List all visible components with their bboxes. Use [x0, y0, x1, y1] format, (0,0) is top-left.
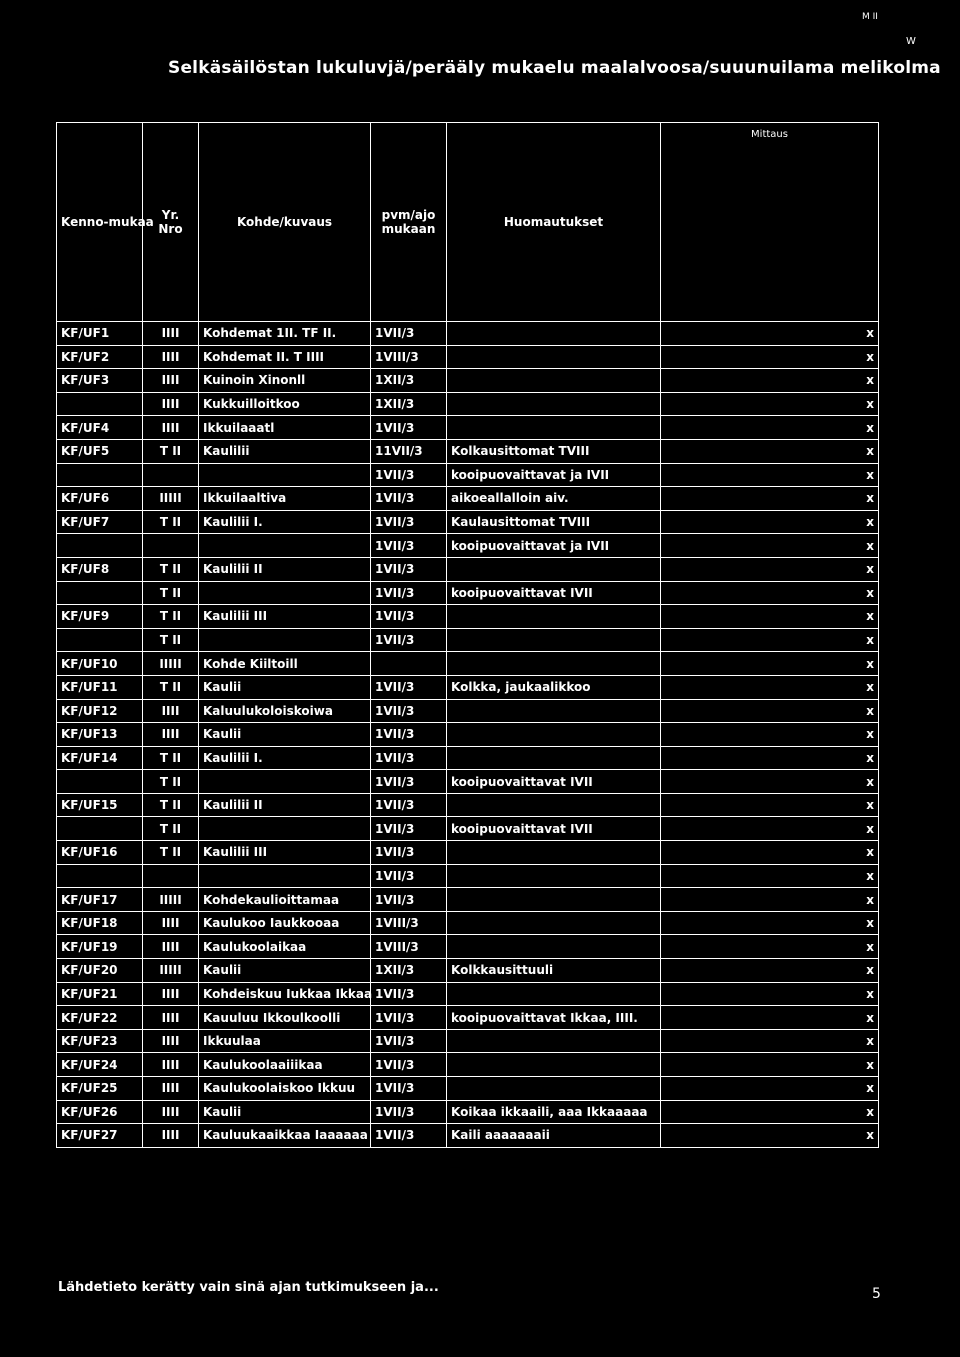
cell-mark: x	[661, 628, 879, 652]
cell-mark: x	[661, 675, 879, 699]
cell-code: KF/UF15	[57, 793, 143, 817]
cell-date: 1VII/3	[371, 723, 447, 747]
cell-code	[57, 534, 143, 558]
table-row	[57, 416, 879, 440]
cell-code: KF/UF11	[57, 675, 143, 699]
header-no-top: Yr.	[161, 208, 180, 222]
table-row	[57, 510, 879, 534]
cell-mark: x	[661, 888, 879, 912]
cell-name: Kaulilii III	[199, 605, 371, 629]
cell-date: 1VII/3	[371, 770, 447, 794]
cell-date: 1VII/3	[371, 699, 447, 723]
cell-note	[447, 888, 661, 912]
table-row	[57, 911, 879, 935]
cell-date: 1VIII/3	[371, 345, 447, 369]
cell-no: IIII	[143, 982, 199, 1006]
table-row	[57, 864, 879, 888]
table-row	[57, 959, 879, 983]
cell-mark: x	[661, 982, 879, 1006]
cell-note: aikoeallalloin aiv.	[447, 487, 661, 511]
cell-code: KF/UF8	[57, 557, 143, 581]
page-number: 5	[872, 1286, 881, 1302]
table-row	[57, 392, 879, 416]
cell-code: KF/UF17	[57, 888, 143, 912]
cell-name: Kaulilii III	[199, 841, 371, 865]
cell-code: KF/UF22	[57, 1006, 143, 1030]
cell-note	[447, 416, 661, 440]
header-date	[371, 123, 447, 322]
cell-mark: x	[661, 392, 879, 416]
cell-mark: x	[661, 416, 879, 440]
cell-date: 1VII/3	[371, 841, 447, 865]
cell-date: 1VII/3	[371, 628, 447, 652]
cell-date: 1VIII/3	[371, 911, 447, 935]
cell-name: Kaulii	[199, 1100, 371, 1124]
cell-note: kooipuovaittavat IVII	[447, 581, 661, 605]
cell-mark: x	[661, 510, 879, 534]
cell-name: Kohdekaulioittamaa	[199, 888, 371, 912]
cell-note: Kaulausittomat TVIII	[447, 510, 661, 534]
cell-name: Kaulukoolaaiiikaa	[199, 1053, 371, 1077]
cell-code: KF/UF5	[57, 439, 143, 463]
corner-label: M II	[862, 12, 878, 22]
cell-note	[447, 911, 661, 935]
cell-note: Koikaa ikkaaili, aaa Ikkaaaaa	[447, 1100, 661, 1124]
cell-no: T II	[143, 439, 199, 463]
table-row	[57, 557, 879, 581]
table-row	[57, 841, 879, 865]
cell-code: KF/UF7	[57, 510, 143, 534]
cell-date: 1VII/3	[371, 982, 447, 1006]
cell-date: 1VII/3	[371, 1006, 447, 1030]
cell-name: Kuinoin Xinonll	[199, 369, 371, 393]
cell-name: Kukkuilloitkoo	[199, 392, 371, 416]
cell-note: kooipuovaittavat ja IVII	[447, 463, 661, 487]
table-row	[57, 605, 879, 629]
cell-date: 1VII/3	[371, 1029, 447, 1053]
cell-no: IIII	[143, 322, 199, 346]
cell-note	[447, 1077, 661, 1101]
table-row	[57, 1124, 879, 1148]
table-row	[57, 817, 879, 841]
table-row	[57, 1077, 879, 1101]
cell-date: 1VII/3	[371, 675, 447, 699]
cell-no: T II	[143, 770, 199, 794]
cell-name: Kaulii	[199, 959, 371, 983]
cell-note	[447, 1053, 661, 1077]
table-row	[57, 534, 879, 558]
cell-code	[57, 770, 143, 794]
cell-no: IIII	[143, 1077, 199, 1101]
cell-mark: x	[661, 369, 879, 393]
cell-name	[199, 581, 371, 605]
cell-name: Kohdemat 1II. TF II.	[199, 322, 371, 346]
cell-no: T II	[143, 746, 199, 770]
cell-mark: x	[661, 723, 879, 747]
cell-mark: x	[661, 652, 879, 676]
cell-date: 1VII/3	[371, 1124, 447, 1148]
cell-name: Kaulilii II	[199, 557, 371, 581]
cell-no: IIII	[143, 392, 199, 416]
cell-code: KF/UF9	[57, 605, 143, 629]
cell-note	[447, 652, 661, 676]
cell-name: Kaulii	[199, 723, 371, 747]
cell-mark: x	[661, 581, 879, 605]
cell-no: IIIII	[143, 652, 199, 676]
cell-date: 1VII/3	[371, 1100, 447, 1124]
cell-note	[447, 369, 661, 393]
cell-name: Kauuluu Ikkoulkoolli	[199, 1006, 371, 1030]
header-note: Huomautukset	[447, 123, 661, 322]
cell-mark: x	[661, 1029, 879, 1053]
cell-code: KF/UF4	[57, 416, 143, 440]
cell-mark: x	[661, 1077, 879, 1101]
cell-mark: x	[661, 1006, 879, 1030]
cell-code	[57, 463, 143, 487]
header-group: Mittaus	[661, 123, 879, 322]
cell-mark: x	[661, 1124, 879, 1148]
cell-code: KF/UF25	[57, 1077, 143, 1101]
cell-no: T II	[143, 793, 199, 817]
table-row	[57, 1029, 879, 1053]
cell-note	[447, 345, 661, 369]
cell-note	[447, 392, 661, 416]
cell-date: 1VII/3	[371, 1053, 447, 1077]
cell-note	[447, 841, 661, 865]
cell-name: Kaulilii I.	[199, 746, 371, 770]
cell-no: IIII	[143, 345, 199, 369]
cell-code: KF/UF21	[57, 982, 143, 1006]
table-row	[57, 369, 879, 393]
table-row	[57, 1100, 879, 1124]
cell-code: KF/UF3	[57, 369, 143, 393]
cell-mark: x	[661, 463, 879, 487]
cell-code: KF/UF27	[57, 1124, 143, 1148]
cell-date: 1XII/3	[371, 959, 447, 983]
table-row	[57, 770, 879, 794]
cell-date: 1VII/3	[371, 416, 447, 440]
cell-code: KF/UF16	[57, 841, 143, 865]
cell-no: IIII	[143, 723, 199, 747]
cell-note	[447, 1029, 661, 1053]
cell-name: Kaulilii	[199, 439, 371, 463]
cell-code: KF/UF24	[57, 1053, 143, 1077]
cell-name	[199, 628, 371, 652]
table-row	[57, 675, 879, 699]
cell-no: IIII	[143, 1100, 199, 1124]
cell-code: KF/UF14	[57, 746, 143, 770]
cell-mark: x	[661, 345, 879, 369]
cell-date: 1VII/3	[371, 746, 447, 770]
cell-name: Kaulukoo Iaukkooaa	[199, 911, 371, 935]
cell-name: Ikkuilaaatl	[199, 416, 371, 440]
cell-mark: x	[661, 935, 879, 959]
cell-mark: x	[661, 793, 879, 817]
cell-name: Kaulilii I.	[199, 510, 371, 534]
table-row	[57, 1053, 879, 1077]
cell-mark: x	[661, 959, 879, 983]
header-date-top: pvm/ajo	[381, 208, 436, 222]
table-row	[57, 723, 879, 747]
cell-code	[57, 392, 143, 416]
table-row	[57, 652, 879, 676]
corner-mark: W	[906, 36, 916, 47]
cell-code	[57, 864, 143, 888]
cell-date: 1VII/3	[371, 557, 447, 581]
cell-no: IIIII	[143, 888, 199, 912]
cell-note: kooipuovaittavat IVII	[447, 770, 661, 794]
cell-date: 1VII/3	[371, 322, 447, 346]
cell-no: IIII	[143, 1124, 199, 1148]
cell-no: T II	[143, 817, 199, 841]
cell-name: Kohdemat II. T IIII	[199, 345, 371, 369]
cell-mark: x	[661, 322, 879, 346]
cell-date: 1XII/3	[371, 369, 447, 393]
cell-mark: x	[661, 817, 879, 841]
cell-date: 1VII/3	[371, 605, 447, 629]
cell-mark: x	[661, 487, 879, 511]
cell-date: 1VII/3	[371, 534, 447, 558]
header-code: Kenno-mukaa	[57, 123, 143, 322]
cell-date	[371, 652, 447, 676]
cell-name: Kaulukoolaiskoo Ikkuu	[199, 1077, 371, 1101]
table-header-row	[57, 123, 879, 322]
cell-code: KF/UF20	[57, 959, 143, 983]
cell-no	[143, 534, 199, 558]
cell-code: KF/UF26	[57, 1100, 143, 1124]
cell-note: kooipuovaittavat IVII	[447, 817, 661, 841]
cell-note: kooipuovaittavat Ikkaa, IIII.	[447, 1006, 661, 1030]
cell-name	[199, 864, 371, 888]
footer-note: Lähdetieto kerätty vain sinä ajan tutkimukseen ja...	[58, 1280, 439, 1295]
cell-no: IIII	[143, 911, 199, 935]
cell-date: 1VIII/3	[371, 935, 447, 959]
cell-name	[199, 770, 371, 794]
cell-name: Kaluulukoloiskoiwa	[199, 699, 371, 723]
cell-date: 1XII/3	[371, 392, 447, 416]
cell-name: Kaulii	[199, 675, 371, 699]
cell-mark: x	[661, 911, 879, 935]
cell-mark: x	[661, 864, 879, 888]
cell-name	[199, 463, 371, 487]
cell-no: IIIII	[143, 959, 199, 983]
cell-no: T II	[143, 628, 199, 652]
cell-date: 1VII/3	[371, 793, 447, 817]
cell-date: 1VII/3	[371, 581, 447, 605]
cell-name: Kaulilii II	[199, 793, 371, 817]
cell-name: Kaulukoolaikaa	[199, 935, 371, 959]
cell-mark: x	[661, 1053, 879, 1077]
cell-no: T II	[143, 841, 199, 865]
cell-name	[199, 534, 371, 558]
cell-code: KF/UF13	[57, 723, 143, 747]
cell-no: IIII	[143, 416, 199, 440]
table-row	[57, 487, 879, 511]
table-row	[57, 439, 879, 463]
cell-no: T II	[143, 605, 199, 629]
cell-no: IIII	[143, 1053, 199, 1077]
cell-note: kooipuovaittavat ja IVII	[447, 534, 661, 558]
cell-name: Ikkuilaaltiva	[199, 487, 371, 511]
cell-no	[143, 864, 199, 888]
cell-code: KF/UF12	[57, 699, 143, 723]
cell-code: KF/UF2	[57, 345, 143, 369]
cell-date: 1VII/3	[371, 864, 447, 888]
cell-note	[447, 746, 661, 770]
cell-note: Kaili aaaaaaaii	[447, 1124, 661, 1148]
cell-note	[447, 935, 661, 959]
cell-name: Ikkuulaa	[199, 1029, 371, 1053]
table-row	[57, 463, 879, 487]
cell-note: Kolkka, jaukaalikkoo	[447, 675, 661, 699]
cell-note: Kolkkausittuuli	[447, 959, 661, 983]
cell-date: 1VII/3	[371, 888, 447, 912]
table-row	[57, 935, 879, 959]
cell-code: KF/UF23	[57, 1029, 143, 1053]
cell-date: 1VII/3	[371, 463, 447, 487]
data-table	[56, 122, 879, 1148]
cell-mark: x	[661, 770, 879, 794]
cell-code: KF/UF19	[57, 935, 143, 959]
cell-date: 11VII/3	[371, 439, 447, 463]
cell-code	[57, 817, 143, 841]
cell-code	[57, 628, 143, 652]
cell-name	[199, 817, 371, 841]
cell-no: IIIII	[143, 487, 199, 511]
table-row	[57, 699, 879, 723]
cell-no: IIII	[143, 699, 199, 723]
cell-note	[447, 793, 661, 817]
cell-note	[447, 699, 661, 723]
cell-no	[143, 463, 199, 487]
cell-no: IIII	[143, 1006, 199, 1030]
header-name: Kohde/kuvaus	[199, 123, 371, 322]
cell-no: T II	[143, 557, 199, 581]
table-row	[57, 628, 879, 652]
cell-no: T II	[143, 675, 199, 699]
cell-note	[447, 723, 661, 747]
table-row	[57, 581, 879, 605]
page-title: Selkäsäilöstan lukuluvjä/perääly mukaelu maalalvoosa/suuunuilama melikolma	[168, 58, 941, 78]
cell-code: KF/UF18	[57, 911, 143, 935]
table-row	[57, 322, 879, 346]
cell-no: IIII	[143, 935, 199, 959]
cell-note	[447, 605, 661, 629]
cell-no: T II	[143, 510, 199, 534]
header-date-bottom: mukaan	[381, 222, 436, 236]
cell-note	[447, 628, 661, 652]
cell-note	[447, 322, 661, 346]
cell-mark: x	[661, 746, 879, 770]
cell-name: Kauluukaaikkaa Iaaaaaa	[199, 1124, 371, 1148]
cell-no: T II	[143, 581, 199, 605]
table-row	[57, 888, 879, 912]
cell-note	[447, 982, 661, 1006]
cell-note	[447, 557, 661, 581]
table-row	[57, 345, 879, 369]
cell-no: IIII	[143, 1029, 199, 1053]
cell-name: Kohde Kiiltoill	[199, 652, 371, 676]
header-no-bottom: Nro	[158, 222, 183, 236]
cell-date: 1VII/3	[371, 1077, 447, 1101]
cell-name: Kohdeiskuu Iukkaa Ikkaa	[199, 982, 371, 1006]
cell-mark: x	[661, 557, 879, 581]
cell-mark: x	[661, 699, 879, 723]
table-row	[57, 746, 879, 770]
cell-code: KF/UF6	[57, 487, 143, 511]
table-row	[57, 1006, 879, 1030]
cell-mark: x	[661, 439, 879, 463]
cell-mark: x	[661, 605, 879, 629]
cell-code: KF/UF10	[57, 652, 143, 676]
table-row	[57, 982, 879, 1006]
cell-mark: x	[661, 534, 879, 558]
cell-date: 1VII/3	[371, 817, 447, 841]
cell-date: 1VII/3	[371, 487, 447, 511]
cell-code: KF/UF1	[57, 322, 143, 346]
cell-date: 1VII/3	[371, 510, 447, 534]
table-row	[57, 793, 879, 817]
cell-code	[57, 581, 143, 605]
cell-mark: x	[661, 841, 879, 865]
cell-mark: x	[661, 1100, 879, 1124]
cell-note: Kolkausittomat TVIII	[447, 439, 661, 463]
cell-no: IIII	[143, 369, 199, 393]
cell-note	[447, 864, 661, 888]
